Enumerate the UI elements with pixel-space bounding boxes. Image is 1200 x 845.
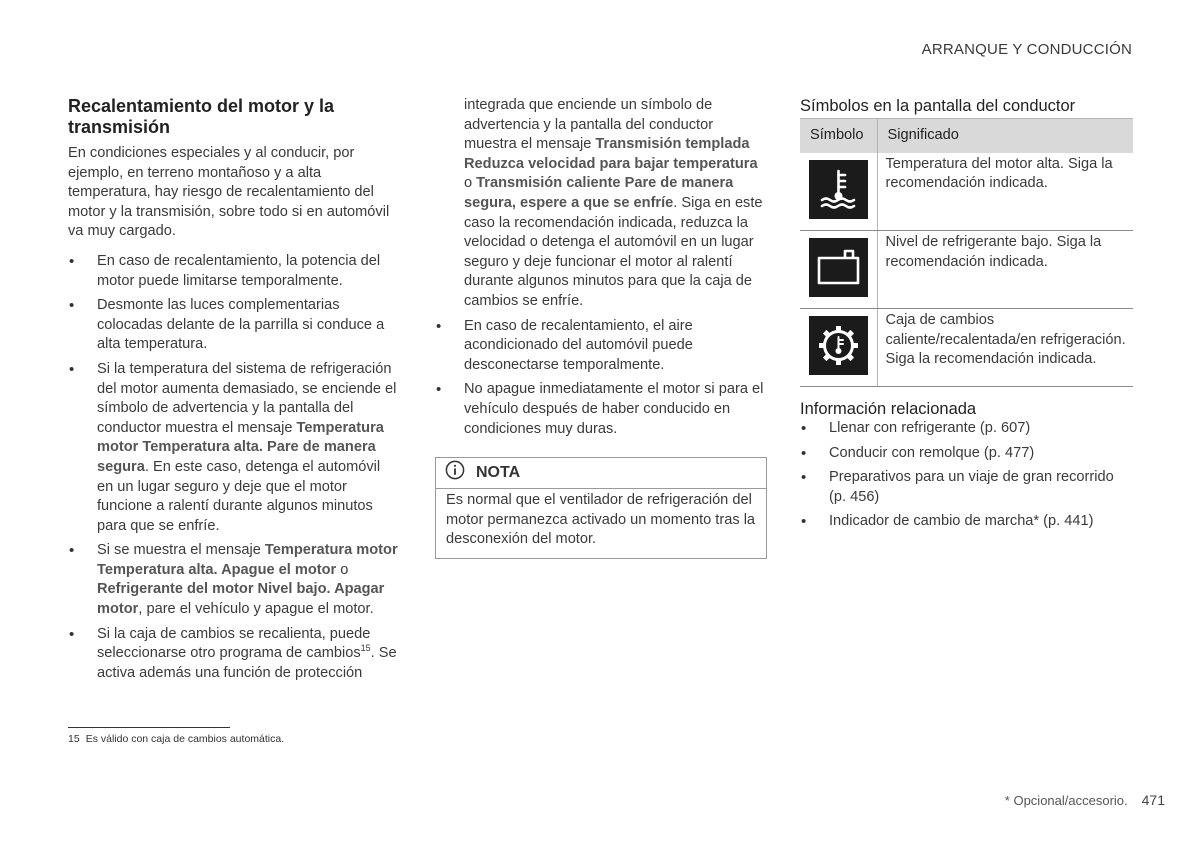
table-row	[800, 153, 1133, 231]
list-item: • Desmonte las luces complementarias colocadas delante de la parrilla si conduce a alta temperatura.	[68, 296, 398, 355]
section-title: Recalentamiento del motor y la transmisión	[68, 96, 335, 137]
display-message: Temperatura motor Temperatura alta. Pare de manera segura	[97, 419, 384, 475]
page-number: 471	[1141, 792, 1165, 808]
continued-bullet-text: integrada que enciende un símbolo de advertencia y la pantalla del conductor muestra el mensaje Transmisión templada Reduzca velocidad para bajar temperatura o Transmisión caliente Pare de manera segura, espere a que se enfríe. Siga en este caso la recomendación indicada, reduzca la velocidad o detenga el automóvil en un lugar seguro y deje funcionar el motor al ralentí durante algunos minutos para que la caja de cambios se enfríe.	[464, 97, 763, 309]
table-title: Símbolos en la pantalla del conductor	[800, 97, 1076, 115]
bullet-list	[435, 317, 767, 440]
column-header-meaning: Significado	[877, 119, 1133, 153]
column-3	[800, 96, 1133, 537]
display-message: Refrigerante del motor Nivel bajo. Apagar motor	[97, 581, 385, 618]
table-row	[800, 231, 1133, 309]
bullet-list	[68, 252, 398, 683]
note-title: NOTA	[476, 464, 521, 482]
table-header-row	[800, 119, 1133, 153]
note-box	[435, 457, 767, 559]
row-meaning: Nivel de refrigerante bajo. Siga la recomendación indicada.	[877, 231, 1133, 309]
related-link[interactable]: • Indicador de cambio de marcha* (p. 441)	[800, 512, 1133, 532]
page-footer	[1005, 792, 1165, 808]
info-icon	[445, 460, 465, 487]
engine-temperature-icon	[809, 160, 868, 219]
note-text: Es normal que el ventilador de refrigeración del motor permanezca activado un momento tras la desconexión del motor.	[446, 492, 756, 548]
footnote	[68, 733, 284, 745]
footnote-divider	[68, 727, 230, 728]
transmission-temperature-icon	[809, 316, 868, 375]
footnote-ref[interactable]: 15	[360, 643, 371, 654]
list-item: • Si la caja de cambios se recalienta, puede seleccionarse otro programa de cambios$^{15}$. Se activa además una función de protección	[68, 625, 398, 684]
list-item: • Si se muestra el mensaje Temperatura motor Temperatura alta. Apague el motor o Refrigerante del motor Nivel bajo. Apagar motor, pare el vehículo y apague el motor.	[68, 541, 398, 619]
related-link[interactable]: • Conducir con remolque (p. 477)	[800, 444, 1133, 464]
row-meaning: Temperatura del motor alta. Siga la recomendación indicada.	[877, 153, 1133, 231]
related-info	[800, 399, 1133, 532]
column-header-symbol: Símbolo	[800, 119, 877, 153]
list-item: • En caso de recalentamiento, el aire acondicionado del automóvil puede desconectarse temporalmente.	[435, 317, 767, 376]
related-link[interactable]: • Llenar con refrigerante (p. 607)	[800, 419, 1133, 439]
related-link[interactable]: • Preparativos para un viaje de gran recorrido (p. 456)	[800, 468, 1133, 507]
footnote-text: Es válido con caja de cambios automática.	[85, 733, 285, 745]
list-item: • No apague inmediatamente el motor si para el vehículo después de haber conducido en condiciones muy duras.	[435, 380, 767, 439]
symbols-table	[800, 118, 1133, 387]
coolant-level-icon	[809, 238, 868, 297]
list-item: • En caso de recalentamiento, la potencia del motor puede limitarse temporalmente.	[68, 252, 398, 291]
list-item: • Si la temperatura del sistema de refrigeración del motor aumenta demasiado, se enciende el símbolo de advertencia y la pantalla del conductor muestra el mensaje Temperatura motor Temperatura alta. Pare de manera segura. En este caso, detenga el automóvil en un lugar seguro y deje que el motor funcione a ralentí durante algunos minutos para que se enfríe.	[68, 360, 398, 536]
column-1	[68, 96, 398, 688]
footnote-number: 15	[68, 733, 80, 745]
related-list	[800, 419, 1133, 532]
optional-note: * Opcional/accesorio.	[1004, 793, 1128, 808]
note-header	[436, 458, 766, 489]
row-meaning: Caja de cambios caliente/recalentada/en refrigeración. Siga la recomendación indicada.	[877, 309, 1133, 387]
display-message: Transmisión caliente Pare de manera segura, espere a que se enfríe	[464, 175, 734, 211]
display-message: Transmisión templada Reduzca velocidad para bajar temperatura	[464, 136, 758, 172]
chapter-header: ARRANQUE Y CONDUCCIÓN	[921, 41, 1132, 58]
display-message: Temperatura motor Temperatura alta. Apague el motor	[97, 542, 398, 578]
table-row	[800, 309, 1133, 387]
column-2	[435, 96, 767, 559]
related-title: Información relacionada	[800, 400, 977, 418]
intro-paragraph: En condiciones especiales y al conducir, por ejemplo, en terreno montañoso y a alta temperatura, hay riesgo de recalentamiento del motor y la transmisión, sobre todo si en automóvil va muy cargado.	[68, 145, 390, 240]
